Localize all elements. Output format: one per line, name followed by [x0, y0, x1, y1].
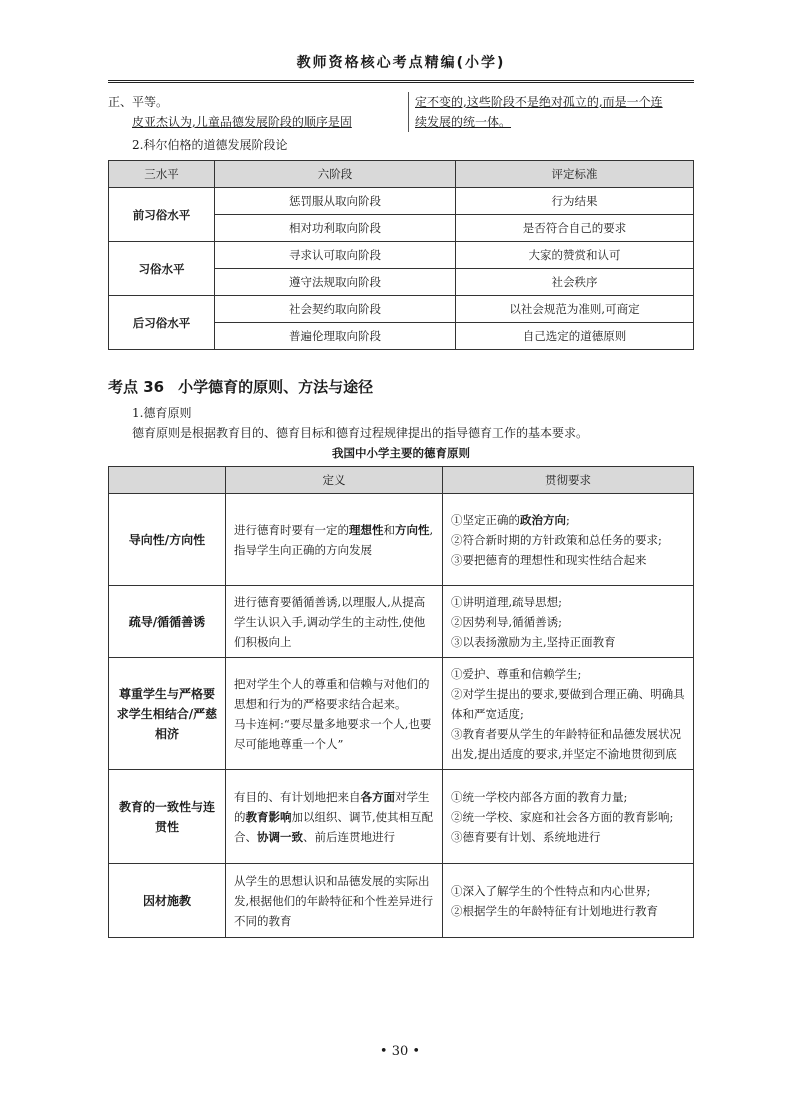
principle-requirements: ①讲明道理,疏导思想; ②因势利导,循循善诱; ③以表扬激励为主,坚持正面教育 [443, 586, 694, 658]
level-postconventional: 后习俗水平 [109, 296, 215, 350]
intro-right-line1: 定不变的,这些阶段不是绝对孤立的,而是一个连 [415, 95, 663, 109]
principle-requirements: ①深入了解学生的个性特点和内心世界; ②根据学生的年龄特征有计划地进行教育 [443, 864, 694, 938]
standard-cell: 行为结果 [456, 188, 694, 215]
standard-cell: 是否符合自己的要求 [456, 215, 694, 242]
moral-principles-subtitle: 1.德育原则 [132, 406, 192, 420]
principle-definition: 进行德育时要有一定的理想性和方向性,指导学生向正确的方向发展 [226, 494, 443, 586]
principle-definition: 有目的、有计划地把来自各方面对学生的教育影响加以组织、调节,使其相互配合、协调一致、前后连贯地进行 [226, 770, 443, 864]
stage-cell: 惩罚服从取向阶段 [215, 188, 456, 215]
principles-table [108, 466, 694, 938]
page-number: • 30 • [379, 1044, 421, 1059]
col-header-definition: 定义 [226, 467, 443, 494]
intro-left-line1: 正、平等。 [108, 95, 169, 109]
level-conventional: 习俗水平 [109, 242, 215, 296]
principle-definition: 进行德育要循循善诱,以理服人,从提高学生认识入手,调动学生的主动性,使他们积极向上 [226, 586, 443, 658]
principle-name: 教育的一致性与连贯性 [109, 770, 226, 864]
stage-cell: 遵守法规取向阶段 [215, 269, 456, 296]
stage-cell: 普遍伦理取向阶段 [215, 323, 456, 350]
principle-definition: 把对学生个人的尊重和信赖与对他们的思想和行为的严格要求结合起来。 马卡连柯:“要尽量多地要求一个人,也要尽可能地尊重一个人” [226, 658, 443, 770]
level-preconventional: 前习俗水平 [109, 188, 215, 242]
table-caption: 我国中小学主要的德育原则 [332, 446, 470, 460]
col-header-standards: 评定标准 [456, 161, 694, 188]
section-title: 小学德育的原则、方法与途径 [178, 378, 374, 396]
stage-cell: 相对功利取向阶段 [215, 215, 456, 242]
standard-cell: 以社会规范为准则,可商定 [456, 296, 694, 323]
col-header-blank [109, 467, 226, 494]
principle-requirements: ①统一学校内部各方面的教育力量; ②统一学校、家庭和社会各方面的教育影响; ③德育要有计划、系统地进行 [443, 770, 694, 864]
col-header-stages: 六阶段 [215, 161, 456, 188]
kohlberg-table [108, 160, 694, 350]
header-rule [108, 80, 694, 81]
principles-paragraph: 德育原则是根据教育目的、德育目标和德育过程规律提出的指导德育工作的基本要求。 [132, 426, 589, 440]
kohlberg-subtitle: 2.科尔伯格的道德发展阶段论 [132, 138, 288, 152]
intro-right-line2: 续发展的统一体。 [415, 115, 512, 129]
section-heading [108, 376, 373, 397]
stage-cell: 寻求认可取向阶段 [215, 242, 456, 269]
principle-requirements: ①爱护、尊重和信赖学生; ②对学生提出的要求,要做到合理正确、明确具 体和严宽适度; ③教育者要从学生的年龄特征和品德发展状况 出发,提出适度的要求,并坚定不渝地贯彻到底 [443, 658, 694, 770]
principle-requirements: ①坚定正确的政治方向; ②符合新时期的方针政策和总任务的要求; ③要把德育的理想性和现实性结合起来 [443, 494, 694, 586]
header-rule-double [108, 82, 694, 83]
principle-name: 因材施教 [109, 864, 226, 938]
principle-definition: 从学生的思想认识和品德发展的实际出发,根据他们的年龄特征和个性差异进行不同的教育 [226, 864, 443, 938]
page-header: 教师资格核心考点精编(小学) [296, 55, 506, 71]
standard-cell: 自己选定的道德原则 [456, 323, 694, 350]
principle-name: 疏导/循循善诱 [109, 586, 226, 658]
intro-left-line2: 皮亚杰认为,儿童品德发展阶段的顺序是固 [132, 115, 352, 129]
intro-left-column [108, 92, 400, 132]
standard-cell: 社会秩序 [456, 269, 694, 296]
col-header-levels: 三水平 [109, 161, 215, 188]
intro-right-column [408, 92, 694, 132]
stage-cell: 社会契约取向阶段 [215, 296, 456, 323]
principle-name: 尊重学生与严格要求学生相结合/严慈相济 [109, 658, 226, 770]
col-header-requirements: 贯彻要求 [443, 467, 694, 494]
standard-cell: 大家的赞赏和认可 [456, 242, 694, 269]
intro-text [108, 92, 694, 134]
principle-name: 导向性/方向性 [109, 494, 226, 586]
section-number: 考点 36 [108, 378, 165, 396]
